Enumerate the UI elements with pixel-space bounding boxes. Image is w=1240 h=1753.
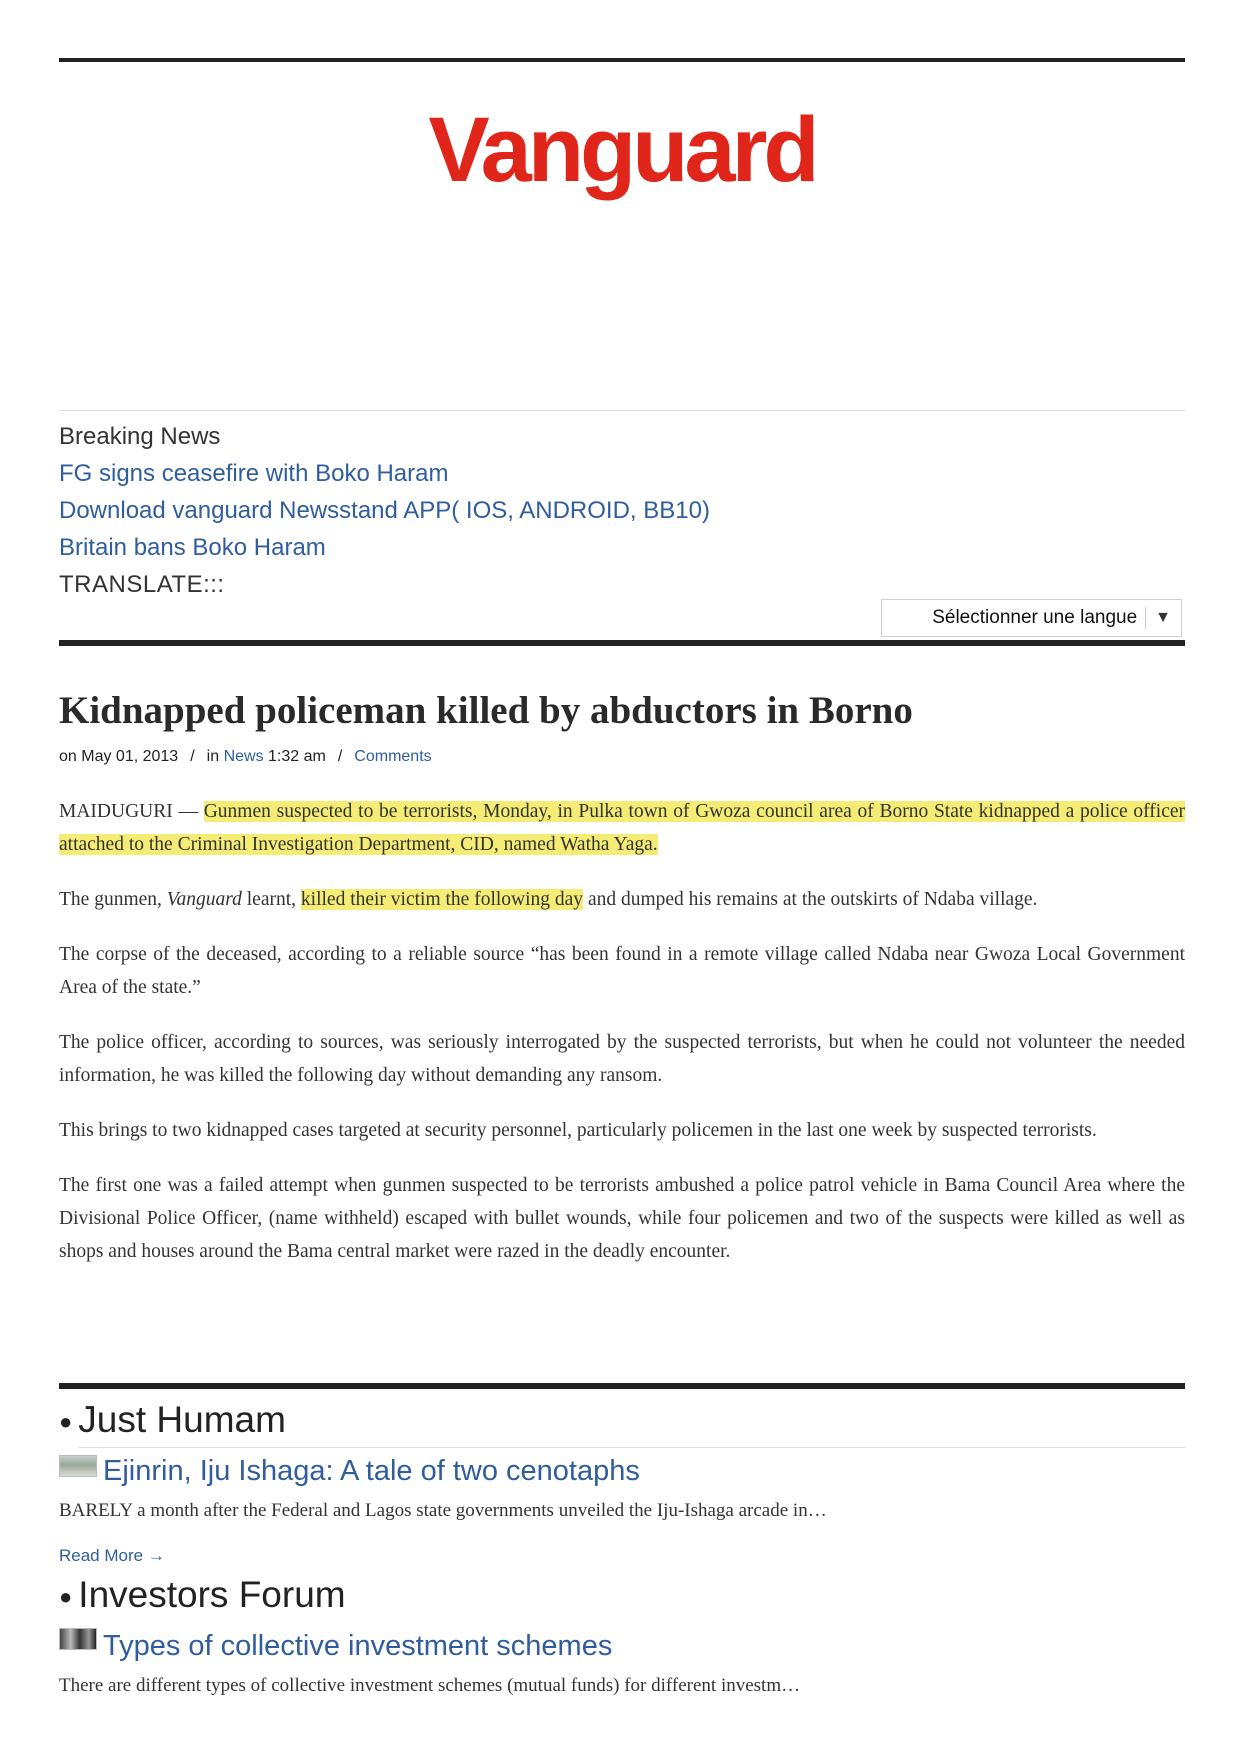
read-more-link[interactable]: Read More → (59, 1546, 165, 1565)
dateline: MAIDUGURI — (59, 801, 198, 822)
paragraph-2-text: The gunmen, (59, 889, 162, 910)
bullet-icon: ● (59, 1584, 73, 1610)
story-link-investment-schemes[interactable]: Types of collective investment schemes (103, 1630, 613, 1662)
story-thumbnail[interactable] (59, 1455, 97, 1477)
category-link[interactable]: News (223, 748, 264, 765)
section-heading-text: Just Humam (78, 1399, 286, 1440)
logo-text[interactable]: Vanguard (428, 99, 816, 201)
article-meta (59, 748, 432, 766)
article-divider (59, 640, 1185, 646)
paragraph-6: The first one was a failed attempt when gunmen suspected to be terrorists ambushed a police patrol vehicle in Bama Council Area where the Divisional Police Officer, (name withheld) escaped with bullet wounds, while four policemen and two of the suspects were killed as well as shops and houses around the Bama central market were razed in the deadly encounter. (59, 1175, 1185, 1262)
paragraph-4: The police officer, according to sources, was seriously interrogated by the suspected terrorists, but when he could not volunteer the needed information, he was killed the following day without demanding any ransom. (59, 1032, 1185, 1086)
breaking-news-label: Breaking News (59, 423, 221, 450)
paragraph-2-text: and dumped his remains at the outskirts of Ndaba village. (587, 889, 1038, 910)
breaking-link-app[interactable]: Download vanguard Newsstand APP( IOS, ANDROID, BB10) (59, 497, 710, 524)
language-select-value[interactable]: Sélectionner une langue (932, 607, 1138, 628)
section-divider (79, 1447, 1185, 1448)
breaking-link-britain[interactable]: Britain bans Boko Haram (59, 534, 326, 561)
section-heading-just-humam (59, 1400, 286, 1441)
story-link-cenotaphs[interactable]: Ejinrin, Iju Ishaga: A tale of two cenotaphs (103, 1455, 640, 1487)
article-body (59, 795, 1185, 1290)
section-heading-investors-forum (59, 1575, 346, 1616)
paragraph-2 (59, 883, 1185, 916)
meta-separator: / (190, 748, 195, 765)
chevron-down-icon[interactable]: ▼ (1155, 609, 1171, 626)
paragraph-5: This brings to two kidnapped cases targeted at security personnel, particularly policemen in the last one week by suspected terrorists. (59, 1120, 1097, 1141)
section-heading-text: Investors Forum (78, 1574, 346, 1615)
article-title: Kidnapped policeman killed by abductors in Borno (59, 689, 913, 732)
breaking-link-ceasefire[interactable]: FG signs ceasefire with Boko Haram (59, 460, 449, 487)
meta-in-label: in (206, 748, 220, 765)
header-divider (59, 410, 1185, 411)
comments-link[interactable]: Comments (354, 748, 432, 765)
bullet-icon: ● (59, 1409, 73, 1435)
article-time: 1:32 am (268, 748, 326, 765)
translate-label: TRANSLATE::: (59, 571, 225, 598)
article-date: on May 01, 2013 (59, 748, 179, 765)
site-logo[interactable] (59, 99, 1185, 201)
highlighted-text: Gunmen suspected to be terrorists, Monday, in Pulka town of Gwoza council area of Borno State kidnapped a police officer attached to the Criminal Investigation Department, CID, named Watha Yaga. (59, 801, 1186, 855)
paragraph-2-text: learnt, (246, 889, 297, 910)
story-thumbnail[interactable] (59, 1628, 97, 1650)
story-excerpt: There are different types of collective investment schemes (mutual funds) for different investm… (59, 1675, 801, 1696)
footer-divider (59, 1383, 1185, 1389)
paragraph-3: The corpse of the deceased, according to a reliable source “has been found in a remote village called Ndaba near Gwoza Local Government Area of the state.” (59, 944, 1185, 998)
highlighted-text: killed their victim the following day (300, 889, 584, 910)
breaking-news (59, 418, 710, 603)
story-excerpt: BARELY a month after the Federal and Lagos state governments unveiled the Iju-Ishaga arcade in… (59, 1500, 827, 1521)
publication-name: Vanguard (166, 889, 242, 910)
paragraph-1 (59, 795, 1185, 861)
masthead-rule (59, 58, 1185, 62)
meta-separator: / (337, 748, 343, 765)
select-divider (1145, 607, 1146, 629)
language-select[interactable] (881, 599, 1182, 637)
